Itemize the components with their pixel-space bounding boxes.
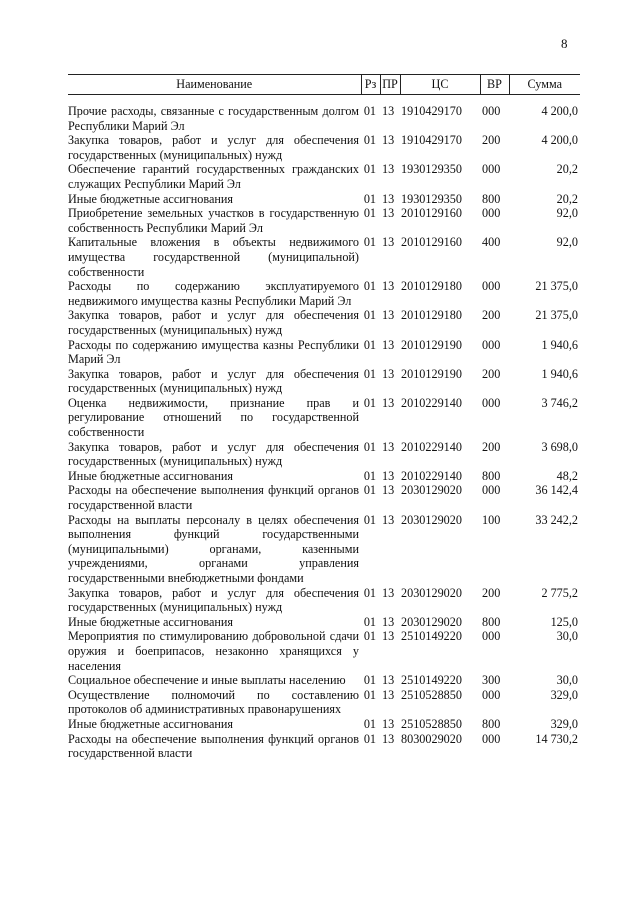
row-pr: 13 [382,337,395,352]
row-name: Расходы на обеспечение выполнения функций органов государственной власти [68,731,359,761]
row-sum: 30,0 [556,629,578,644]
column-header-name: Наименование [68,75,361,95]
row-rz: 01 [363,629,376,644]
table-header-row [68,75,580,95]
row-name: Оценка недвижимости, признание прав и регулирование отношений по государственной собственности [68,395,359,440]
row-name: Прочие расходы, связанные с государственным долгом Республики Марий Эл [68,104,359,133]
row-rz: 01 [363,483,376,498]
row-rz: 01 [363,308,376,323]
row-cs: 2010229140 [401,468,462,483]
row-pr: 13 [382,235,395,250]
row-vr: 800 [482,716,501,731]
row-rz: 01 [363,104,376,118]
row-cs: 8030029020 [401,731,462,746]
row-name: Закупка товаров, работ и услуг для обеспечения государственных (муниципальных) нужд [68,133,359,162]
table-row [68,192,580,207]
row-cs: 2010129160 [401,206,462,221]
row-cs: 2010229140 [401,395,462,410]
row-vr: 200 [482,366,501,381]
table-row [68,235,580,279]
row-cs: 2510149220 [401,673,462,688]
column-header-rz: Рз [361,75,380,95]
row-cs: 2010129180 [401,279,462,294]
table-row [68,162,580,191]
row-sum: 14 730,2 [535,731,578,746]
row-sum: 92,0 [556,206,578,221]
row-rz: 01 [363,191,376,206]
page-number: 8 [561,36,568,51]
table-row [68,513,580,586]
column-header-vr: ВР [480,75,509,95]
row-sum: 4 200,0 [541,104,578,118]
row-name: Закупка товаров, работ и услуг для обеспечения государственных (муниципальных) нужд [68,366,359,396]
row-rz: 01 [363,687,376,702]
table-row [68,717,580,732]
row-rz: 01 [363,279,376,294]
row-sum: 20,2 [556,162,578,177]
row-name: Иные бюджетные ассигнования [68,716,234,731]
row-pr: 13 [382,483,395,498]
row-sum: 30,0 [556,673,578,688]
row-pr: 13 [382,395,395,410]
table-row [68,629,580,673]
row-sum: 4 200,0 [541,133,578,148]
row-rz: 01 [363,337,376,352]
row-vr: 300 [482,673,501,688]
table-row [68,688,580,717]
row-name: Расходы по содержанию эксплуатируемого недвижимого имущества казны Республики Марий Эл [68,279,359,308]
row-cs: 2010129190 [401,337,462,352]
row-sum: 21 375,0 [535,308,578,323]
row-name: Закупка товаров, работ и услуг для обеспечения государственных (муниципальных) нужд [68,439,359,469]
row-sum: 329,0 [550,716,578,731]
row-cs: 1910429170 [401,104,462,118]
row-sum: 33 242,2 [535,512,578,527]
row-sum: 3 698,0 [541,439,578,454]
row-pr: 13 [382,279,395,294]
table-row [68,367,580,396]
row-vr: 000 [482,206,501,221]
row-rz: 01 [363,468,376,483]
row-cs: 2030129020 [401,585,462,600]
row-vr: 000 [482,629,501,644]
row-cs: 2510149220 [401,629,462,644]
row-pr: 13 [382,366,395,381]
row-sum: 1 940,6 [541,366,578,381]
row-pr: 13 [382,629,395,644]
row-name: Капитальные вложения в объекты недвижимого имущества государственной (муниципальной) собственности [68,235,359,279]
row-cs: 2010229140 [401,439,462,454]
row-rz: 01 [363,673,376,688]
row-name: Иные бюджетные ассигнования [68,614,234,629]
row-sum: 20,2 [556,191,578,206]
row-rz: 01 [363,585,376,600]
table-row [68,338,580,367]
row-cs: 1910429170 [401,133,462,148]
row-sum: 92,0 [556,235,578,250]
row-rz: 01 [363,731,376,746]
row-pr: 13 [382,468,395,483]
row-name: Иные бюджетные ассигнования [68,468,234,483]
table-row [68,396,580,440]
table-row [68,673,580,688]
row-rz: 01 [363,206,376,221]
row-pr: 13 [382,731,395,746]
row-name: Расходы на выплаты персоналу в целях обеспечения выполнения функций государственными (муниципальными) органами, казенными учреждениями, органами управления государственными внебюджетными фондами [68,512,359,585]
row-pr: 13 [382,585,395,600]
row-rz: 01 [363,716,376,731]
row-cs: 2010129180 [401,308,462,323]
row-vr: 200 [482,308,501,323]
table-row [68,615,580,630]
row-cs: 2010129160 [401,235,462,250]
row-vr: 000 [482,483,501,498]
row-pr: 13 [382,687,395,702]
row-name: Расходы по содержанию имущества казны Республики Марий Эл [68,337,359,367]
row-vr: 800 [482,614,501,629]
row-sum: 48,2 [556,468,578,483]
row-name: Расходы на обеспечение выполнения функций органов государственной власти [68,483,359,513]
table-row [68,206,580,235]
row-name: Приобретение земельных участков в государственную собственность Республики Марий Эл [68,206,359,235]
row-sum: 2 775,2 [541,585,578,600]
row-vr: 000 [482,279,501,294]
table-row [68,279,580,308]
row-pr: 13 [382,104,395,118]
row-pr: 13 [382,191,395,206]
row-rz: 01 [363,235,376,250]
row-vr: 100 [482,512,501,527]
row-vr: 000 [482,731,501,746]
budget-table [68,74,580,761]
row-rz: 01 [363,395,376,410]
row-rz: 01 [363,133,376,148]
row-sum: 21 375,0 [535,279,578,294]
row-pr: 13 [382,206,395,221]
row-pr: 13 [382,308,395,323]
table-row [68,469,580,484]
row-name: Мероприятия по стимулированию добровольной сдачи оружия и боеприпасов, незаконно хранящихся у населения [68,629,359,673]
row-cs: 1930129350 [401,191,462,206]
row-name: Социальное обеспечение и иные выплаты населению [68,673,346,688]
row-name: Иные бюджетные ассигнования [68,191,234,206]
table-row [68,104,580,133]
row-cs: 2030129020 [401,512,462,527]
row-rz: 01 [363,439,376,454]
column-header-pr: ПР [380,75,400,95]
row-rz: 01 [363,614,376,629]
row-vr: 200 [482,133,501,148]
row-vr: 200 [482,439,501,454]
table-row [68,483,580,512]
row-vr: 000 [482,395,501,410]
row-name: Обеспечение гарантий государственных гражданских служащих Республики Марий Эл [68,162,359,191]
row-cs: 2510528850 [401,716,462,731]
row-pr: 13 [382,512,395,527]
table-row [68,586,580,615]
column-header-sum: Сумма [509,75,580,95]
row-rz: 01 [363,512,376,527]
row-sum: 36 142,4 [535,483,578,498]
row-cs: 2010129190 [401,366,462,381]
row-sum: 3 746,2 [541,395,578,410]
row-vr: 000 [482,104,501,118]
table-row [68,308,580,337]
row-sum: 125,0 [550,614,578,629]
row-pr: 13 [382,162,395,177]
row-cs: 1930129350 [401,162,462,177]
row-vr: 800 [482,191,501,206]
row-name: Закупка товаров, работ и услуг для обеспечения государственных (муниципальных) нужд [68,308,359,337]
table-row [68,732,580,761]
row-cs: 2030129020 [401,614,462,629]
row-vr: 400 [482,235,501,250]
row-vr: 800 [482,468,501,483]
table-row [68,440,580,469]
row-name: Закупка товаров, работ и услуг для обеспечения государственных (муниципальных) нужд [68,585,359,615]
row-pr: 13 [382,614,395,629]
row-name: Осуществление полномочий по составлению протоколов об административных правонарушениях [68,687,359,717]
row-cs: 2030129020 [401,483,462,498]
row-vr: 000 [482,687,501,702]
row-pr: 13 [382,716,395,731]
row-rz: 01 [363,366,376,381]
row-vr: 000 [482,337,501,352]
row-vr: 200 [482,585,501,600]
row-sum: 1 940,6 [541,337,578,352]
row-sum: 329,0 [550,687,578,702]
row-pr: 13 [382,439,395,454]
column-header-cs: ЦС [400,75,480,95]
row-pr: 13 [382,133,395,148]
row-cs: 2510528850 [401,687,462,702]
row-vr: 000 [482,162,501,177]
row-pr: 13 [382,673,395,688]
table-row [68,133,580,162]
row-rz: 01 [363,162,376,177]
table-body [68,95,580,761]
